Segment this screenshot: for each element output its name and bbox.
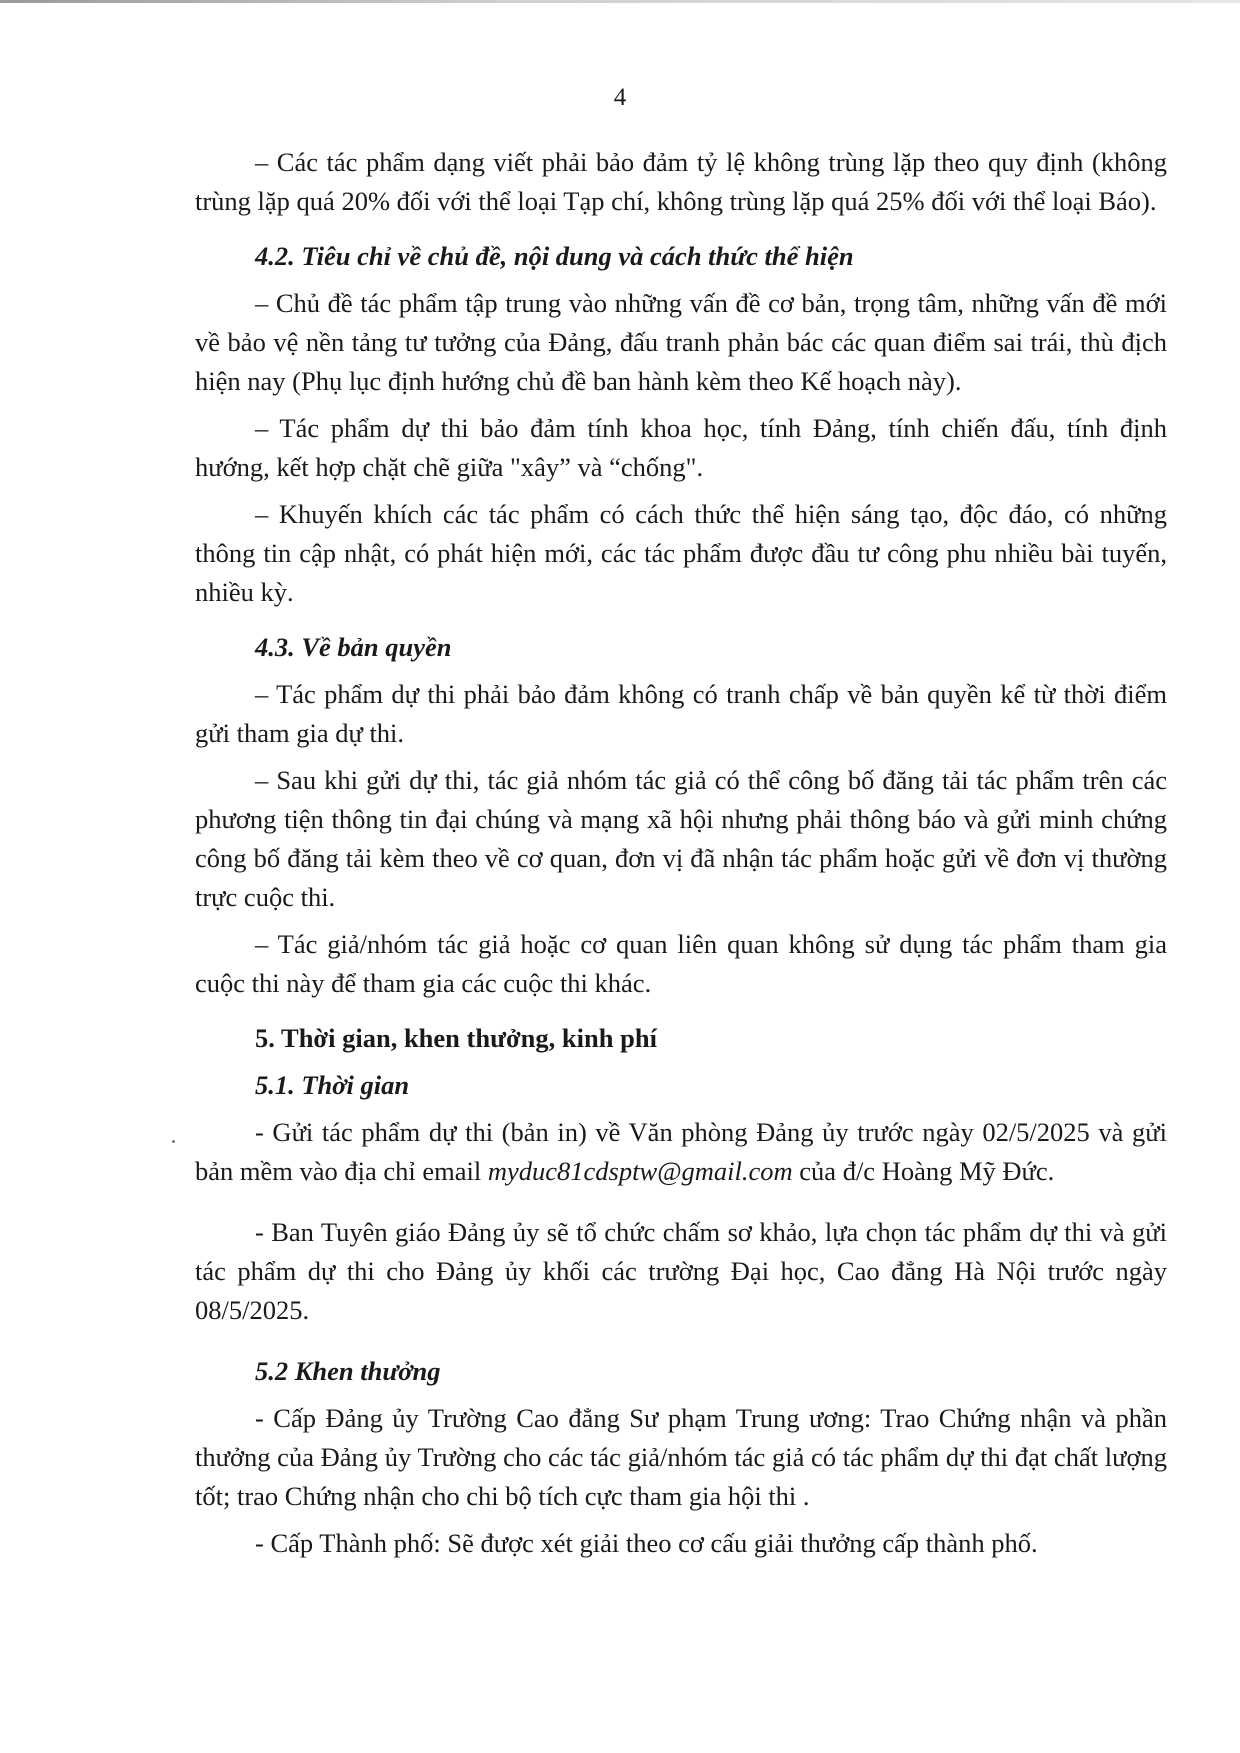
- heading-section-4-3: 4.3. Về bản quyền: [255, 632, 452, 662]
- paragraph-publication-notice: – Sau khi gửi dự thi, tác giả nhóm tác giả có thể công bố đăng tải tác phẩm trên các phương tiện thông tin đại chúng và mạng xã hội nhưng phải thông báo và gửi minh chứng công bố đăng tải kèm theo về cơ quan, đơn vị đã nhận tác phẩm hoặc gửi về đơn vị thường trực cuộc thi.: [195, 765, 1167, 912]
- paragraph-duplication-rate: – Các tác phẩm dạng viết phải bảo đảm tỷ lệ không trùng lặp theo quy định (không trùng lặp quá 20% đối với thể loại Tạp chí, không trùng lặp quá 25% đối với thể loại Báo).: [195, 147, 1167, 216]
- paragraph-submission-deadline: [195, 1113, 1167, 1191]
- paragraph-preliminary-judging: - Ban Tuyên giáo Đảng ủy sẽ tổ chức chấm sơ khảo, lựa chọn tác phẩm dự thi và gửi tác phẩm dự thi cho Đảng ủy khối các trường Đại học, Cao đẳng Hà Nội trước ngày 08/5/2025.: [195, 1217, 1167, 1325]
- paragraph-no-reuse: – Tác giả/nhóm tác giả hoặc cơ quan liên quan không sử dụng tác phẩm tham gia cuộc thi này để tham gia các cuộc thi khác.: [195, 929, 1167, 998]
- heading-section-5-2: 5.2 Khen thưởng: [255, 1356, 441, 1386]
- heading-section-5-1: 5.1. Thời gian: [255, 1070, 410, 1100]
- paragraph-scientific-nature: – Tác phẩm dự thi bảo đảm tính khoa học, tính Đảng, tính chiến đấu, tính định hướng, kết hợp chặt chẽ giữa "xây” và “chống".: [195, 413, 1167, 482]
- heading-section-5: 5. Thời gian, khen thưởng, kinh phí: [255, 1023, 657, 1053]
- document-body: [195, 143, 1167, 1563]
- scan-speck: [172, 1140, 175, 1143]
- paragraph-topic-focus: – Chủ đề tác phẩm tập trung vào những vấn đề cơ bản, trọng tâm, những vấn đề mới về bảo vệ nền tảng tư tưởng của Đảng, đấu tranh phản bác các quan điểm sai trái, thù địch hiện nay (Phụ lục định hướng chủ đề ban hành kèm theo Kế hoạch này).: [195, 288, 1167, 396]
- paragraph-creativity: – Khuyến khích các tác phẩm có cách thức thể hiện sáng tạo, độc đáo, có những thông tin cập nhật, có phát hiện mới, các tác phẩm được đầu tư công phu nhiều bài tuyến, nhiều kỳ.: [195, 499, 1167, 607]
- email-address: myduc81cdsptw@gmail.com: [487, 1156, 793, 1186]
- paragraph-copyright-dispute: – Tác phẩm dự thi phải bảo đảm không có tranh chấp về bản quyền kể từ thời điểm gửi tham gia dự thi.: [195, 679, 1167, 748]
- paragraph-school-level-award: - Cấp Đảng ủy Trường Cao đẳng Sư phạm Trung ương: Trao Chứng nhận và phần thưởng của Đảng ủy Trường cho các tác giả/nhóm tác giả có tác phẩm dự thi đạt chất lượng tốt; trao Chứng nhận cho chi bộ tích cực tham gia hội thi .: [195, 1403, 1167, 1511]
- page-top-edge: [0, 0, 1240, 3]
- page-number: 4: [613, 84, 627, 111]
- submission-text-start: - Gửi tác phẩm dự thi (bản in) về Văn phòng Đảng ủy trước ngày 02/5/2025 và gửi bản mềm vào địa chỉ email: [195, 1117, 1167, 1186]
- submission-text-end: của đ/c Hoàng Mỹ Đức.: [792, 1156, 1055, 1186]
- paragraph-city-level-award: - Cấp Thành phố: Sẽ được xét giải theo cơ cấu giải thưởng cấp thành phố.: [255, 1528, 1038, 1558]
- heading-section-4-2: 4.2. Tiêu chỉ về chủ đề, nội dung và cách thức thể hiện: [255, 241, 854, 271]
